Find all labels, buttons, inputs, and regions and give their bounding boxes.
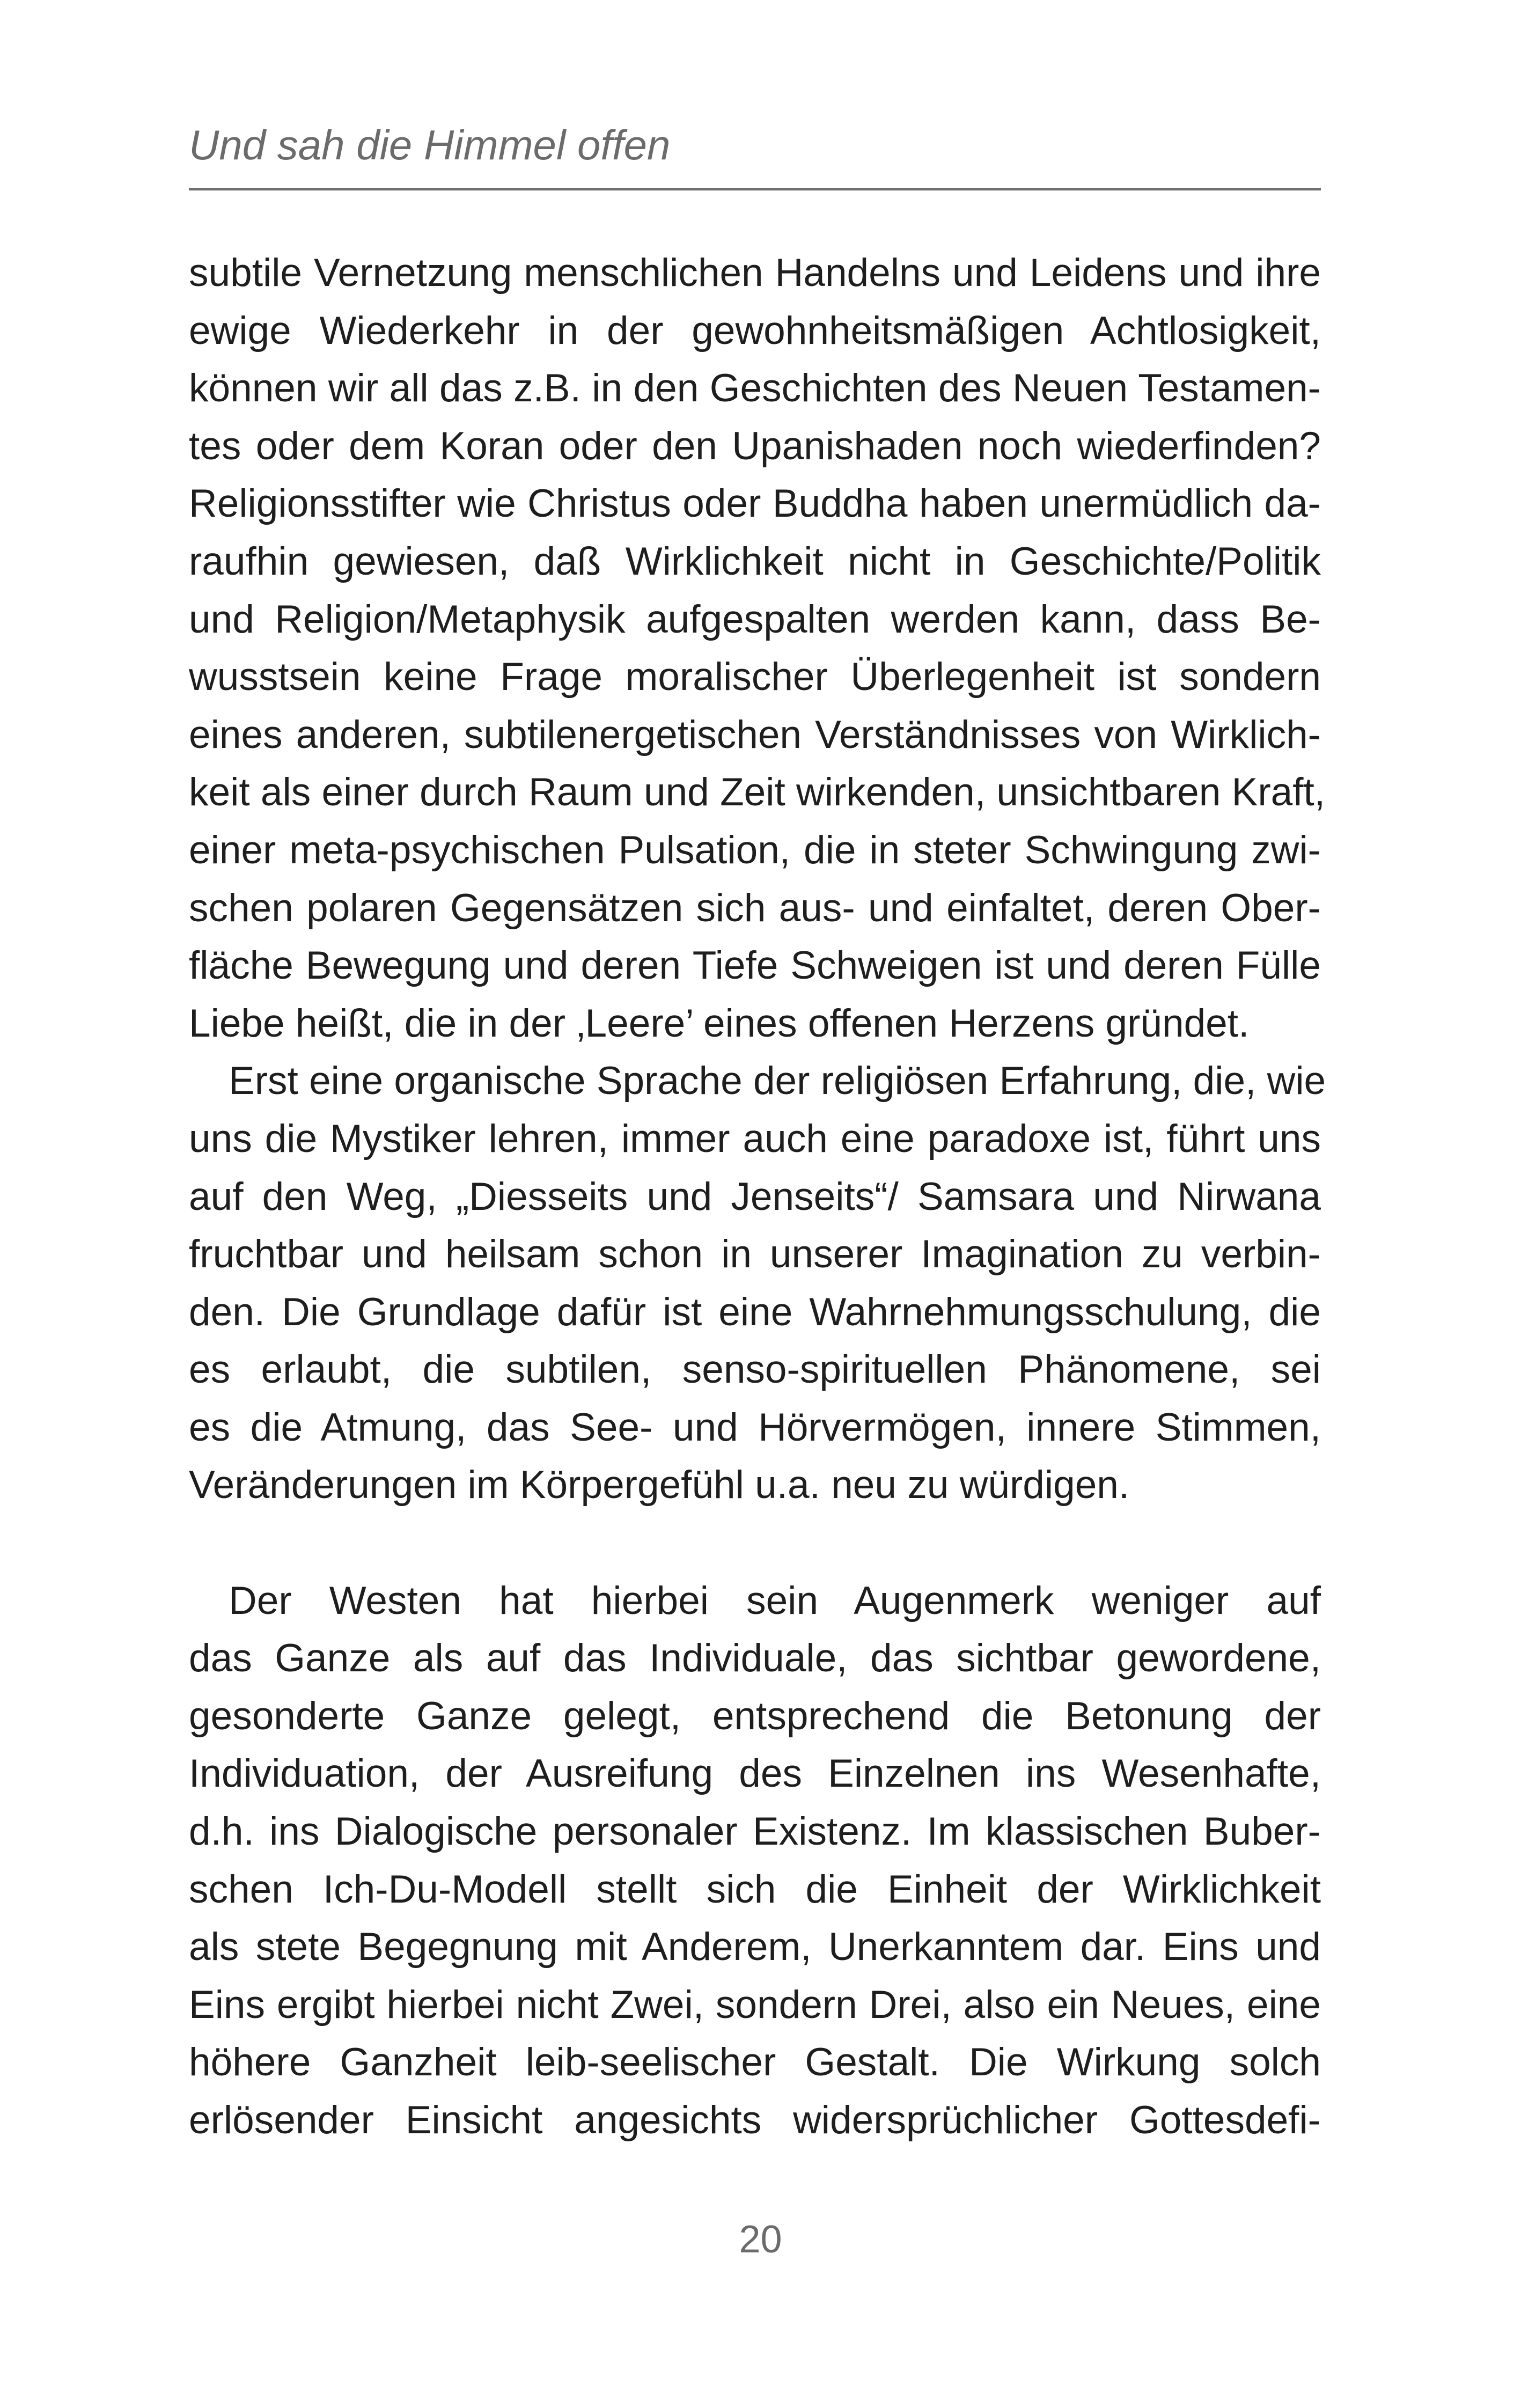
body-text bbox=[189, 244, 1326, 2149]
text-line: eines anderen, subtilenergetischen Verständnisses von Wirklich- bbox=[189, 713, 1321, 757]
text-line: Eins ergibt hierbei nicht Zwei, sondern Drei, also ein Neues, eine bbox=[189, 1983, 1321, 2027]
text-line: Religionsstifter wie Christus oder Buddha haben unermüdlich da- bbox=[189, 482, 1321, 526]
text-line: schen polaren Gegensätzen sich aus- und einfaltet, deren Ober- bbox=[189, 886, 1321, 930]
section-gap bbox=[189, 1514, 1321, 1572]
text-line: gesonderte Ganze gelegt, entsprechend die Betonung der bbox=[189, 1694, 1321, 1738]
text-line: den. Die Grundlage dafür ist eine Wahrnehmungsschulung, die bbox=[189, 1290, 1321, 1334]
text-line: es erlaubt, die subtilen, senso-spirituellen Phänomene, sei bbox=[189, 1348, 1321, 1392]
paragraph-3 bbox=[189, 1572, 1321, 2149]
paragraph-1 bbox=[189, 244, 1326, 1052]
text-line: uns die Mystiker lehren, immer auch eine paradoxe ist, führt uns bbox=[189, 1117, 1321, 1161]
text-line: können wir all das z.B. in den Geschichten des Neuen Testamen- bbox=[189, 366, 1321, 410]
text-line: Individuation, der Ausreifung des Einzelnen ins Wesenhafte, bbox=[189, 1752, 1321, 1796]
text-line: tes oder dem Koran oder den Upanishaden noch wiederfinden? bbox=[189, 424, 1321, 468]
text-line: einer meta-psychischen Pulsation, die in steter Schwingung zwi- bbox=[189, 828, 1321, 872]
text-line: auf den Weg, „Diesseits und Jenseits“/ Samsara und Nirwana bbox=[189, 1174, 1321, 1218]
text-line: und Religion/Metaphysik aufgespalten werden kann, dass Be- bbox=[189, 597, 1321, 641]
text-line: höhere Ganzheit leib-seelischer Gestalt. Die Wirkung solch bbox=[189, 2040, 1321, 2084]
text-line: schen Ich-Du-Modell stellt sich die Einheit der Wirklichkeit bbox=[189, 1867, 1321, 1911]
page-number: 20 bbox=[739, 2218, 782, 2261]
paragraph-2 bbox=[189, 1052, 1326, 1514]
text-line: Der Westen hat hierbei sein Augenmerk weniger auf bbox=[229, 1579, 1321, 1623]
text-line: Veränderungen im Körpergefühl u.a. neu zu würdigen. bbox=[189, 1463, 1130, 1507]
text-line: das Ganze als auf das Individuale, das sichtbar gewordene, bbox=[189, 1636, 1321, 1680]
text-line: Liebe heißt, die in der ‚Leere’ eines offenen Herzens gründet. bbox=[189, 1001, 1250, 1045]
text-line: Erst eine organische Sprache der religiösen Erfahrung, die, wie bbox=[229, 1059, 1326, 1103]
text-line: erlösender Einsicht angesichts widersprüchlicher Gottesdefi- bbox=[189, 2098, 1321, 2142]
text-line: wusstsein keine Frage moralischer Überlegenheit ist sondern bbox=[189, 655, 1321, 699]
text-line: es die Atmung, das See- und Hörvermögen, innere Stimmen, bbox=[189, 1405, 1321, 1449]
running-title: Und sah die Himmel offen bbox=[189, 121, 671, 168]
text-line: als stete Begegnung mit Anderem, Unerkanntem dar. Eins und bbox=[189, 1925, 1321, 1969]
text-line: d.h. ins Dialogische personaler Existenz. Im klassischen Buber- bbox=[189, 1810, 1321, 1854]
text-line: keit als einer durch Raum und Zeit wirkenden, unsichtbaren Kraft, bbox=[189, 770, 1326, 814]
header-rule bbox=[189, 188, 1321, 190]
text-line: subtile Vernetzung menschlichen Handelns und Leidens und ihre bbox=[189, 251, 1321, 295]
text-line: ewige Wiederkehr in der gewohnheitsmäßigen Achtlosigkeit, bbox=[189, 309, 1321, 353]
text-line: raufhin gewiesen, daß Wirklichkeit nicht in Geschichte/Politik bbox=[189, 539, 1321, 583]
text-line: fruchtbar und heilsam schon in unserer Imagination zu verbin- bbox=[189, 1232, 1321, 1276]
text-line: fläche Bewegung und deren Tiefe Schweigen ist und deren Fülle bbox=[189, 944, 1321, 988]
